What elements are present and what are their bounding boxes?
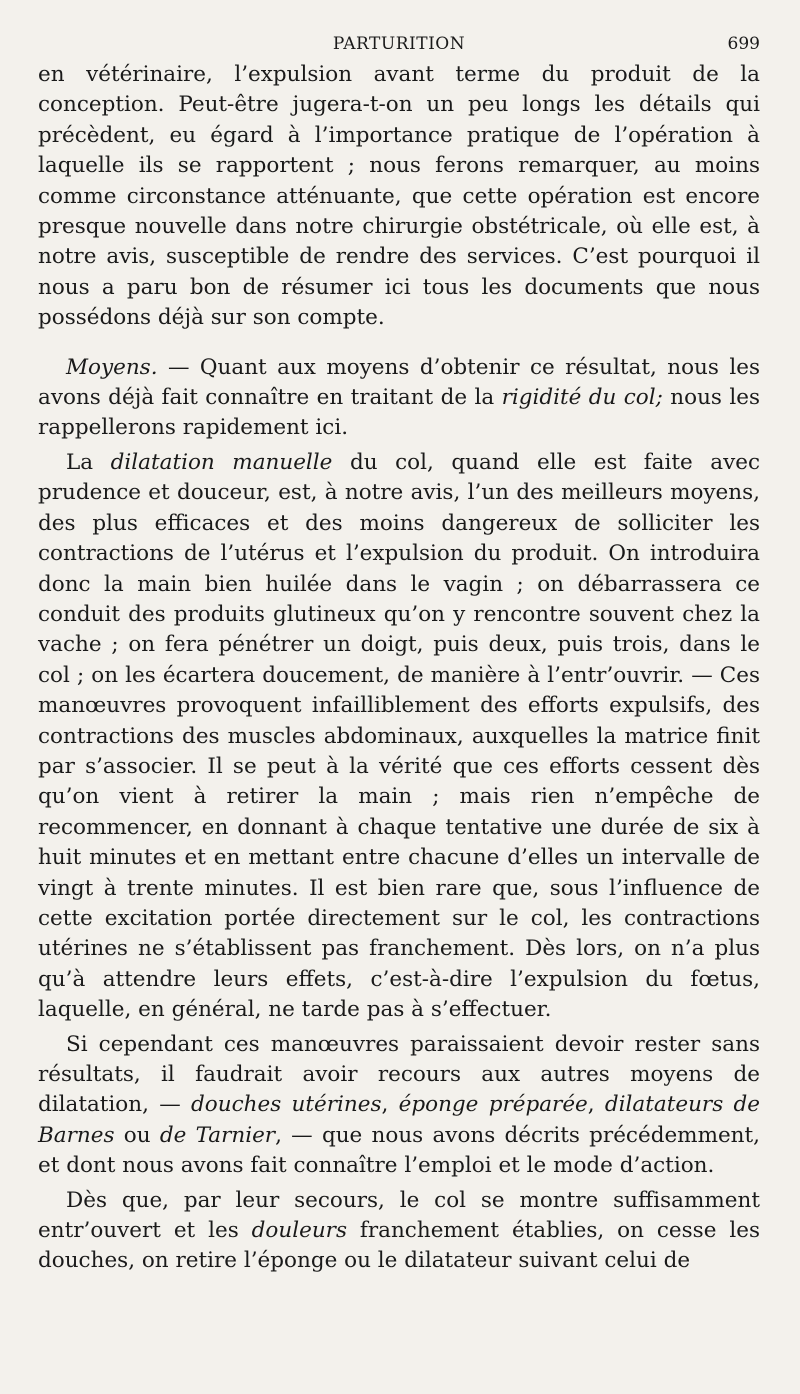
text-run: , [381, 1092, 399, 1118]
italic-term: éponge préparée [398, 1092, 588, 1118]
paragraph-5 [38, 1186, 760, 1277]
italic-term: de Tarnier [159, 1122, 276, 1148]
italic-term: douches utérines [191, 1092, 382, 1118]
paragraph-2 [38, 353, 760, 444]
italic-term: douleurs [251, 1218, 347, 1244]
text-run: — Quant aux moyens d’obtenir ce résultat, nous les avons déjà fait connaître en traitant de la [38, 354, 760, 411]
italic-term: dilatation manuelle [110, 449, 333, 475]
text-run: du col, quand elle est faite avec prudence et douceur, est, à notre avis, l’un des meilleurs moyens, des plus efficaces et des moins dangereux de solliciter les contractions de l’utérus et l’expulsion du produit. On introduira donc la main bien huilée dans le vagin ; on débarrassera ce conduit des produits glutineux qu’on y rencontre souvent chez la vache ; on fera pénétrer un doigt, puis deux, puis trois, dans le col ; on les écartera doucement, de manière à l’entr’ouvrir. — Ces manœuvres provoquent infailliblement des efforts expulsifs, des contractions des muscles abdominaux, auxquelles la matrice finit par s’associer. Il se peut à la vérité que ces efforts cessent dès qu’on vient à retirer la main ; mais rien n’empêche de recommencer, en donnant à chaque tentative une durée de six à huit minutes et en mettant entre chacune d’elles un intervalle de vingt à trente minutes. Il est bien rare que, sous l’influence de cette excitation portée directement sur le col, les contractions utérines ne s’établissent pas franchement. Dès lors, on n’a plus qu’à attendre leurs effets, c’est-à-dire l’expulsion du fœtus, laquelle, en général, ne tarde pas à s’effectuer. [38, 449, 760, 1023]
running-title: PARTURITION [332, 34, 466, 54]
section-lead: Moyens. [66, 354, 158, 380]
paragraph-4 [38, 1030, 760, 1182]
italic-term: rigidité du col; [501, 385, 663, 411]
text-run: nous les rappellerons rapidement ici. [38, 385, 760, 441]
page-header [38, 0, 760, 60]
text-run: franchement établies, on cesse les douches, on retire l’éponge ou le dilatateur suivant celui de [38, 1218, 760, 1274]
paragraph-3 [38, 448, 760, 1026]
text-run: Si cependant ces manœuvres paraissaient devoir rester sans résultats, il faudrait avoir recours aux autres moyens de dilatation, — [38, 1031, 760, 1118]
page-number: 699 [727, 34, 760, 54]
italic-term: dilatateurs de Barnes [38, 1092, 761, 1148]
text-run: , — que nous avons décrits précédemment, et dont nous avons fait connaître l’emploi et le mode d’action. [38, 1122, 760, 1179]
text-run: La [66, 449, 111, 475]
text-run: ou [114, 1122, 160, 1148]
text-run: Dès que, par leur secours, le col se montre suffisamment entr’ouvert et les [38, 1187, 760, 1244]
paragraph-1: en vétérinaire, l’expulsion avant terme du produit de la conception. Peut-être jugera-t-on un peu longs les détails qui précèdent, eu égard à l’importance pratique de l’opération à laquelle ils se rapportent ; nous ferons remarquer, au moins comme circonstance atténuante, que cette opération est encore presque nouvelle dans notre chirurgie obstétricale, où elle est, à notre avis, susceptible de rendre des services. C’est pourquoi il nous a paru bon de résumer ici tous les documents que nous possédons déjà sur son compte. [38, 62, 760, 331]
text-run: , [587, 1092, 605, 1118]
page-body [38, 60, 760, 1277]
